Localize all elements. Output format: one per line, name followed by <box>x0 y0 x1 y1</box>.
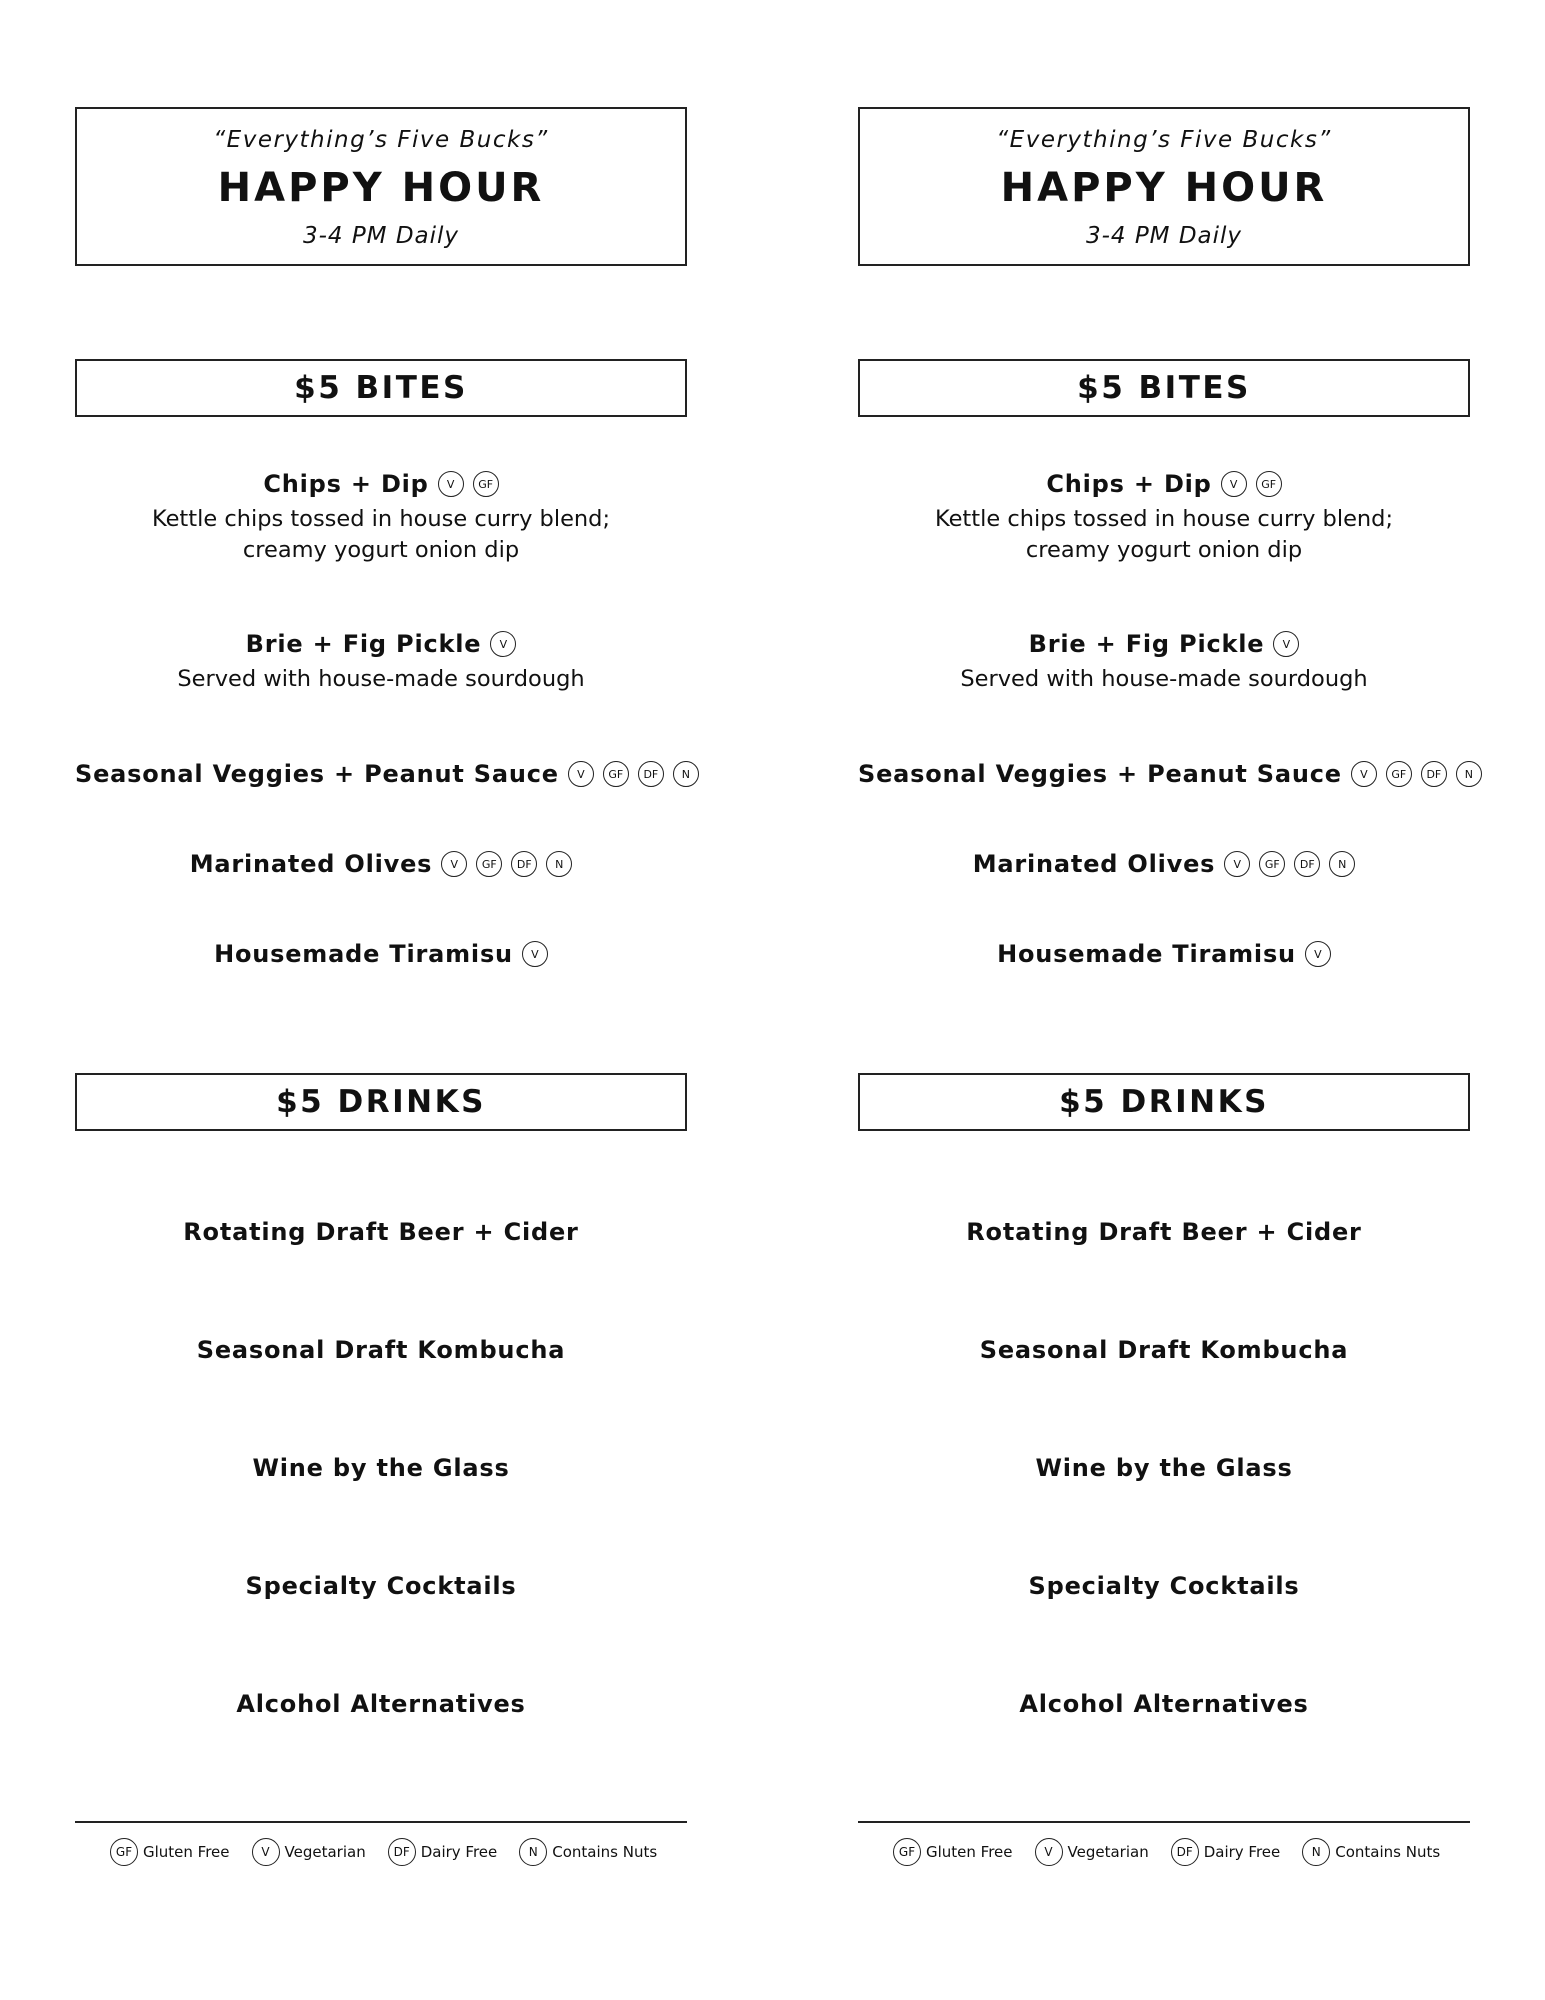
item-name: Chips + Dip <box>263 470 429 498</box>
dairy-free-badge-icon: DF <box>1294 851 1320 877</box>
desc-line: Kettle chips tossed in house curry blend; <box>934 506 1394 532</box>
vegetarian-badge-icon: V <box>252 1838 280 1866</box>
dairy-free-badge-icon: DF <box>1421 761 1447 787</box>
drink-item: Wine by the Glass <box>252 1454 510 1482</box>
vegetarian-badge-icon: V <box>1035 1838 1063 1866</box>
legend-label: Vegetarian <box>1067 1843 1149 1861</box>
legend-item <box>110 1838 230 1866</box>
menu-item <box>75 850 687 878</box>
legend-item <box>519 1838 657 1866</box>
menu-card-right <box>858 0 1473 2000</box>
tagline: “Everything’s Five Bucks” <box>996 127 1332 153</box>
vegetarian-badge-icon: V <box>441 851 467 877</box>
menu-item <box>75 940 687 968</box>
gluten-free-badge-icon: GF <box>1386 761 1412 787</box>
menu-item <box>858 940 1470 968</box>
dairy-free-badge-icon: DF <box>511 851 537 877</box>
contains-nuts-badge-icon: N <box>673 761 699 787</box>
gluten-free-badge-icon: GF <box>476 851 502 877</box>
vegetarian-badge-icon: V <box>1305 941 1331 967</box>
item-name-row <box>190 850 573 878</box>
item-name: Seasonal Veggies + Peanut Sauce <box>75 760 559 788</box>
menu-card-left <box>75 0 690 2000</box>
gluten-free-badge-icon: GF <box>893 1838 921 1866</box>
item-description <box>75 664 687 695</box>
menu-item <box>858 470 1470 566</box>
vegetarian-badge-icon: V <box>438 471 464 497</box>
tagline: “Everything’s Five Bucks” <box>213 127 549 153</box>
item-name-row <box>997 940 1331 968</box>
vegetarian-badge-icon: V <box>1351 761 1377 787</box>
menu-item <box>858 850 1470 878</box>
legend-item <box>1302 1838 1440 1866</box>
drink-item: Rotating Draft Beer + Cider <box>183 1218 579 1246</box>
item-name: Brie + Fig Pickle <box>245 630 482 658</box>
item-description <box>858 504 1470 566</box>
item-name: Housemade Tiramisu <box>997 940 1296 968</box>
legend-item <box>388 1838 498 1866</box>
header-box <box>75 107 687 266</box>
contains-nuts-badge-icon: N <box>519 1838 547 1866</box>
legend-label: Vegetarian <box>284 1843 366 1861</box>
menu-title: HAPPY HOUR <box>1000 165 1328 211</box>
vegetarian-badge-icon: V <box>522 941 548 967</box>
legend-label: Gluten Free <box>926 1843 1013 1861</box>
item-name: Chips + Dip <box>1046 470 1212 498</box>
header-box <box>858 107 1470 266</box>
menu-item <box>75 760 690 788</box>
dairy-free-badge-icon: DF <box>1171 1838 1199 1866</box>
drink-item: Rotating Draft Beer + Cider <box>966 1218 1362 1246</box>
dairy-free-badge-icon: DF <box>388 1838 416 1866</box>
item-name-row <box>75 760 699 788</box>
menu-item <box>858 760 1473 788</box>
contains-nuts-badge-icon: N <box>546 851 572 877</box>
legend-label: Contains Nuts <box>552 1843 658 1861</box>
gluten-free-badge-icon: GF <box>603 761 629 787</box>
legend-item <box>252 1838 366 1866</box>
menu-item <box>75 630 687 695</box>
item-name-row <box>1046 470 1281 498</box>
item-name-row <box>973 850 1356 878</box>
bites-heading: $5 BITES <box>858 359 1470 417</box>
legend-divider <box>858 1821 1470 1823</box>
drink-item: Seasonal Draft Kombucha <box>979 1336 1349 1364</box>
item-name-row <box>1029 630 1300 658</box>
legend-divider <box>75 1821 687 1823</box>
vegetarian-badge-icon: V <box>1273 631 1299 657</box>
drinks-heading: $5 DRINKS <box>75 1073 687 1131</box>
item-name-row <box>858 760 1482 788</box>
menu-title: HAPPY HOUR <box>217 165 545 211</box>
gluten-free-badge-icon: GF <box>1256 471 1282 497</box>
vegetarian-badge-icon: V <box>568 761 594 787</box>
item-name: Marinated Olives <box>189 850 433 878</box>
legend-label: Dairy Free <box>1203 1843 1281 1861</box>
gluten-free-badge-icon: GF <box>473 471 499 497</box>
drinks-heading: $5 DRINKS <box>858 1073 1470 1131</box>
desc-line: creamy yogurt onion dip <box>242 537 520 563</box>
legend-label: Dairy Free <box>420 1843 498 1861</box>
bites-heading: $5 BITES <box>75 359 687 417</box>
menu-item <box>858 630 1470 695</box>
desc-line: Served with house-made sourdough <box>960 666 1368 692</box>
legend-item <box>1035 1838 1149 1866</box>
contains-nuts-badge-icon: N <box>1329 851 1355 877</box>
hours: 3-4 PM Daily <box>1085 223 1243 249</box>
item-description <box>75 504 687 566</box>
drink-item: Seasonal Draft Kombucha <box>196 1336 566 1364</box>
contains-nuts-badge-icon: N <box>1456 761 1482 787</box>
dairy-free-badge-icon: DF <box>638 761 664 787</box>
legend-label: Contains Nuts <box>1335 1843 1441 1861</box>
item-name-row <box>263 470 498 498</box>
legend-label: Gluten Free <box>143 1843 230 1861</box>
vegetarian-badge-icon: V <box>490 631 516 657</box>
hours: 3-4 PM Daily <box>302 223 460 249</box>
gluten-free-badge-icon: GF <box>1259 851 1285 877</box>
vegetarian-badge-icon: V <box>1224 851 1250 877</box>
drink-item: Wine by the Glass <box>1035 1454 1293 1482</box>
legend-item <box>893 1838 1013 1866</box>
item-name: Housemade Tiramisu <box>214 940 513 968</box>
item-name: Seasonal Veggies + Peanut Sauce <box>858 760 1342 788</box>
item-name-row <box>214 940 548 968</box>
drink-item: Specialty Cocktails <box>245 1572 517 1600</box>
desc-line: Kettle chips tossed in house curry blend; <box>151 506 611 532</box>
item-name-row <box>246 630 517 658</box>
desc-line: Served with house-made sourdough <box>177 666 585 692</box>
drink-item: Specialty Cocktails <box>1028 1572 1300 1600</box>
gluten-free-badge-icon: GF <box>110 1838 138 1866</box>
item-name: Brie + Fig Pickle <box>1028 630 1265 658</box>
item-description <box>858 664 1470 695</box>
contains-nuts-badge-icon: N <box>1302 1838 1330 1866</box>
vegetarian-badge-icon: V <box>1221 471 1247 497</box>
drink-item: Alcohol Alternatives <box>236 1690 526 1718</box>
dietary-legend <box>110 1838 679 1866</box>
dietary-legend <box>893 1838 1462 1866</box>
item-name: Marinated Olives <box>972 850 1216 878</box>
menu-item <box>75 470 687 566</box>
desc-line: creamy yogurt onion dip <box>1025 537 1303 563</box>
legend-item <box>1171 1838 1281 1866</box>
drink-item: Alcohol Alternatives <box>1019 1690 1309 1718</box>
